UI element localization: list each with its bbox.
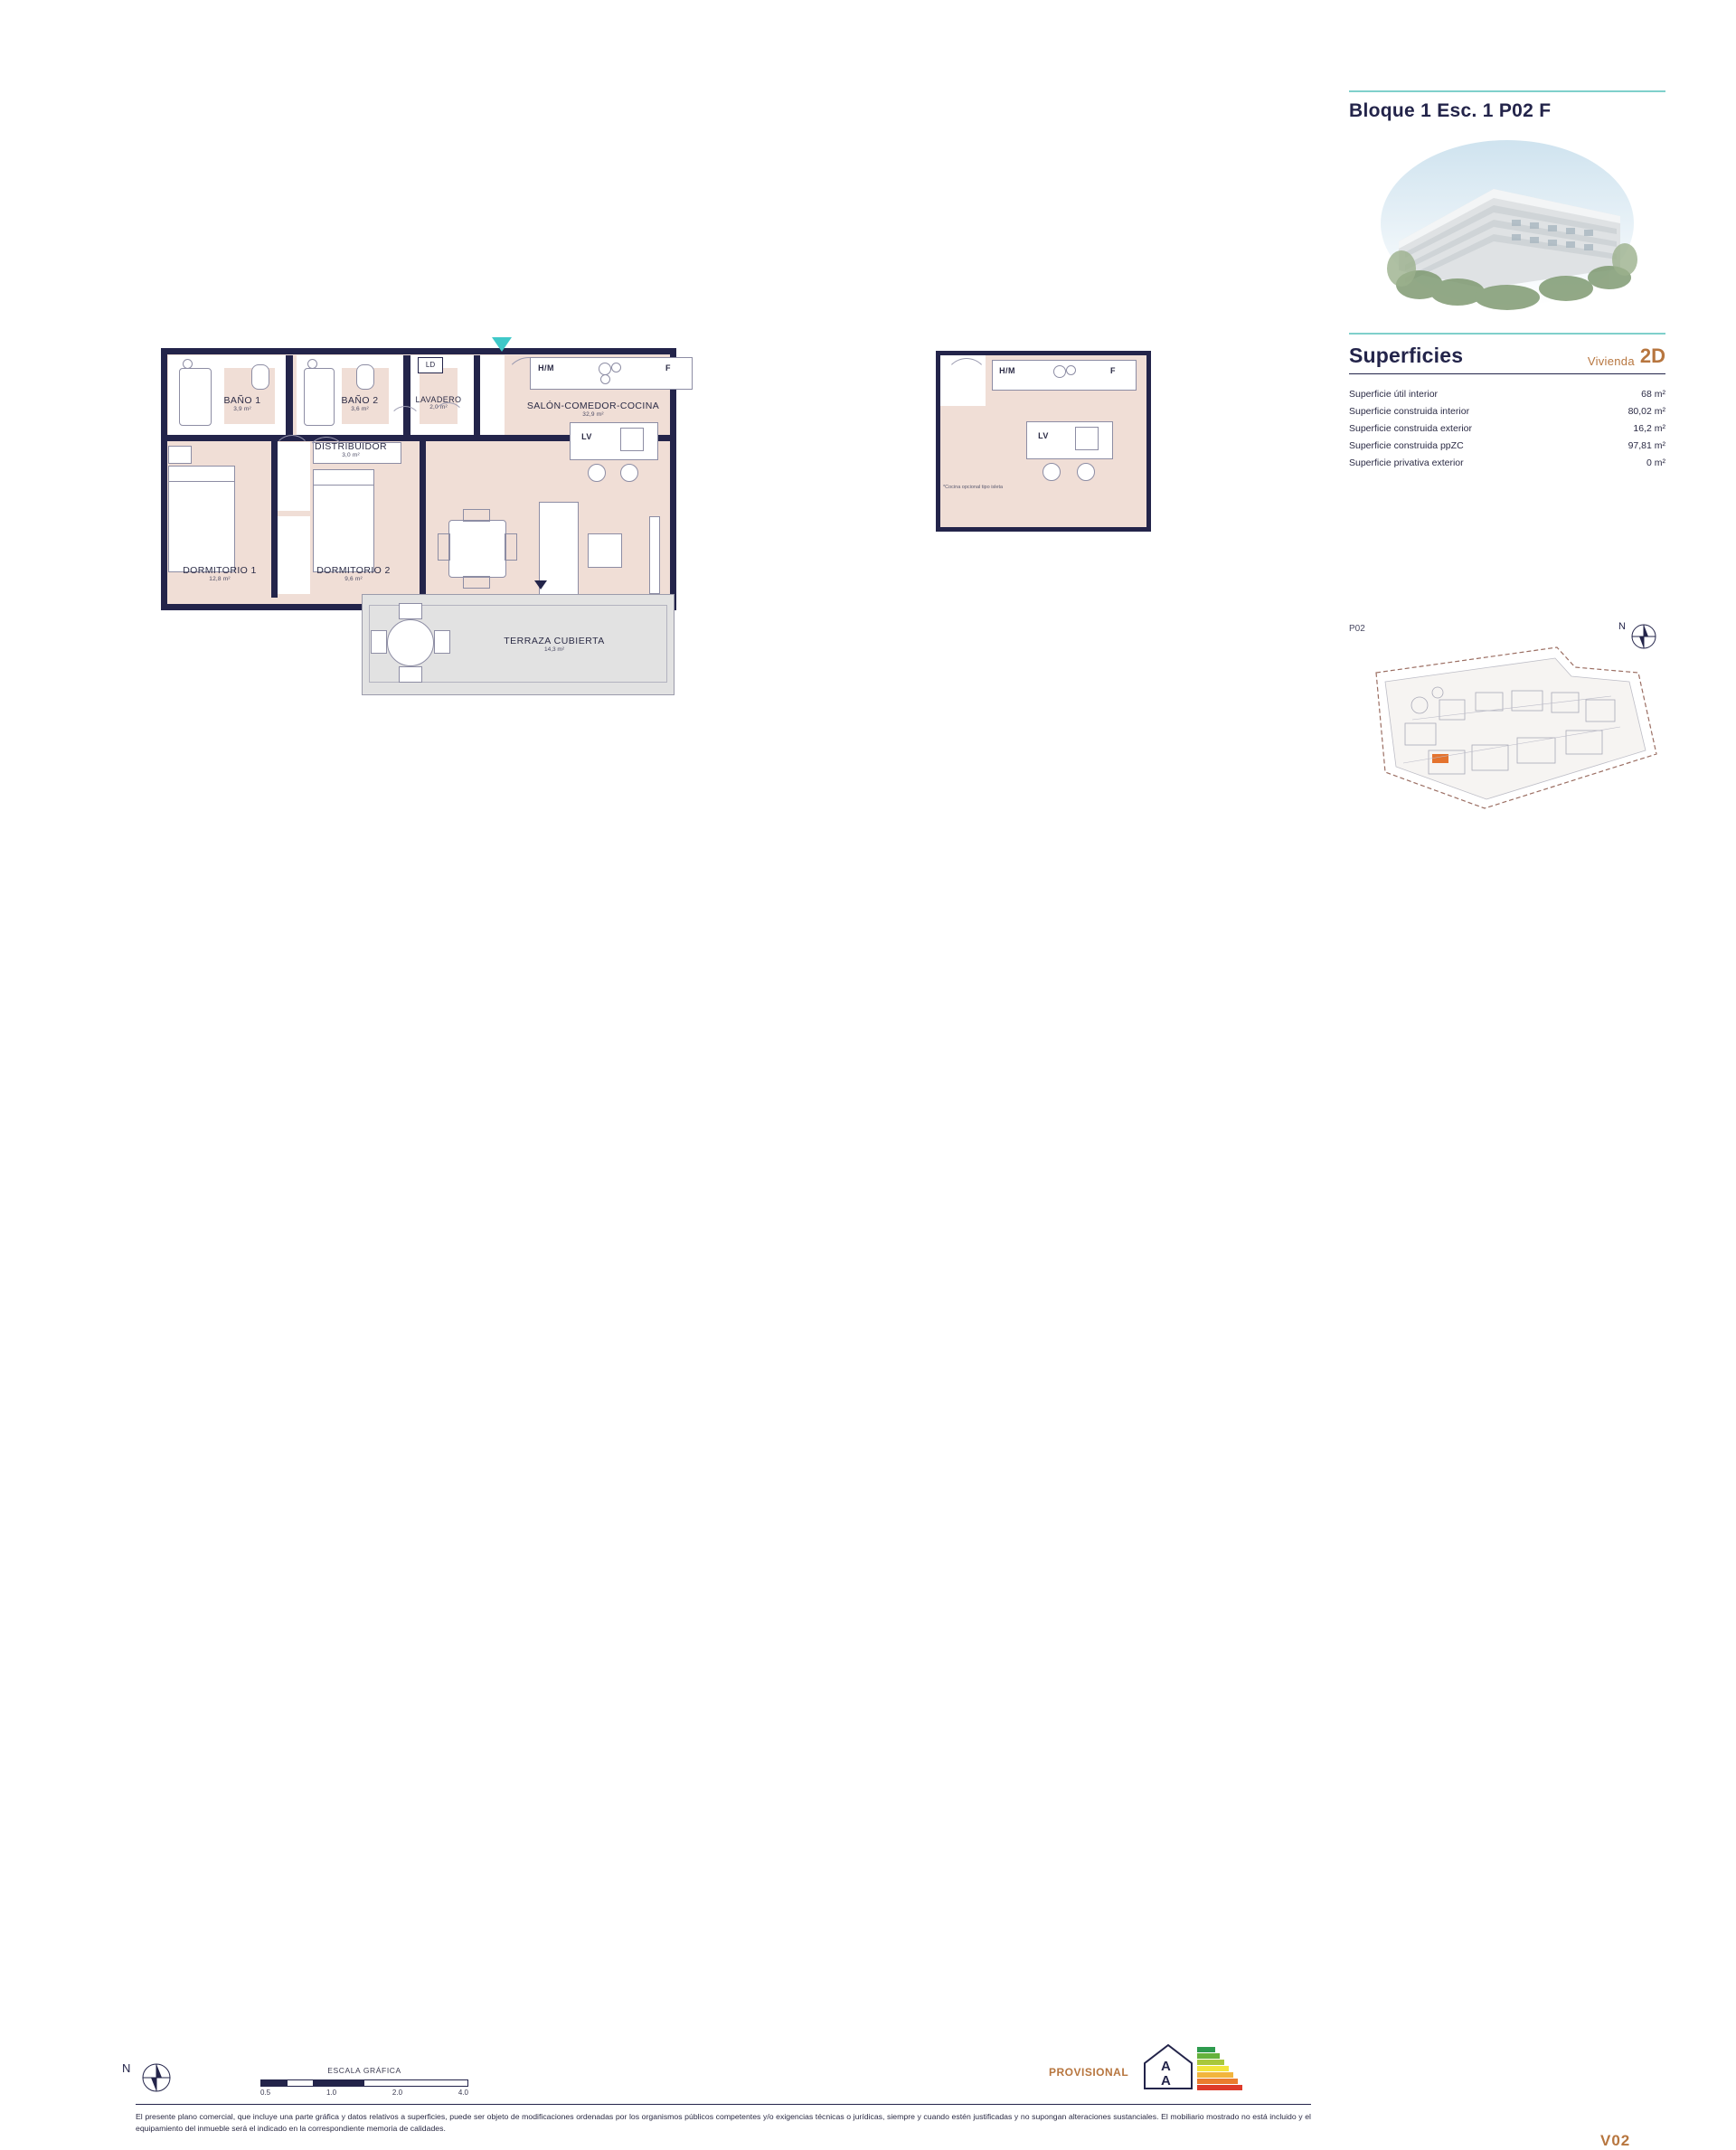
dwelling-label: Vivienda: [1587, 354, 1635, 368]
room-label-salon: SALÓN-COMEDOR-COCINA 32,9 m²: [526, 401, 660, 418]
room-label-bano1: BAÑO 1 3,9 m²: [223, 395, 261, 412]
dining-table: [448, 520, 506, 578]
building-render-image: [1349, 133, 1665, 327]
scale-tick: 4.0: [458, 2089, 468, 2097]
kitchen-option-hm: H/M: [999, 366, 1015, 375]
sink-1: [183, 359, 193, 369]
surface-label: Superficie construida exterior: [1349, 422, 1472, 434]
hob-burner-2: [611, 363, 621, 372]
surface-label: Superficie construida interior: [1349, 405, 1470, 417]
site-map-image: [1349, 637, 1675, 817]
watermark: [1284, 570, 1290, 598]
kitchen-island: [570, 422, 658, 460]
kitchen-option-f: F: [1110, 366, 1116, 375]
room-label-terraza: TERRAZA CUBIERTA 14,3 m²: [504, 636, 605, 653]
surface-value: 80,02 m²: [1628, 405, 1665, 417]
kitchen-option-sink: [1075, 427, 1099, 450]
surface-label: Superficie útil interior: [1349, 388, 1439, 400]
sink-basin: [620, 428, 644, 451]
table-row: [1349, 437, 1665, 454]
site-map-floor-label: P02: [1349, 624, 1365, 634]
surfaces-divider: [1349, 373, 1665, 374]
top-accent-rule: [1349, 90, 1665, 92]
hob-burner-1: [599, 363, 611, 375]
room-label-distribuidor: DISTRIBUIDOR 3,0 m²: [314, 441, 388, 458]
page-title: Bloque 1 Esc. 1 P02 F: [1349, 100, 1552, 121]
terrace-chair-2: [434, 630, 450, 654]
scale-tick: 1.0: [326, 2089, 337, 2097]
footer-north-compass-icon: [113, 2052, 185, 2101]
surfaces-header: [1349, 344, 1665, 368]
legal-disclaimer: El presente plano comercial, que incluye una parte gráfica y datos relativos a superficies, puede ser objeto de modificaciones ordenadas por los organismos públicos competentes y/o exigencias técnicas o jurídicas, siempre y cuando estén justificadas y no supongan alteraciones sustanciales. El mobiliario mostrado no está incluido y el equipamiento del inmueble será el indicado en la correspondiente memoria de calidades.: [136, 2112, 1311, 2134]
kitchen-option-stool-1: [1043, 463, 1061, 481]
floor-plan: [161, 348, 848, 872]
terrace-chair-4: [399, 666, 422, 683]
table-row: [1349, 385, 1665, 402]
scale-tick: 2.0: [392, 2089, 403, 2097]
bed-2: [313, 484, 374, 572]
building-render: [1349, 133, 1665, 327]
scale-tick: 0.5: [260, 2089, 271, 2097]
stool-1: [588, 464, 606, 482]
provisional-stamp: PROVISIONAL: [1049, 2066, 1129, 2079]
surface-value: 68 m²: [1641, 388, 1665, 400]
tv-unit: [649, 516, 660, 594]
appliance-hm: H/M: [538, 363, 554, 372]
bed-1-head: [168, 466, 235, 482]
svg-text:A: A: [1161, 2059, 1171, 2074]
svg-text:N: N: [1618, 621, 1626, 632]
toilet-1: [251, 364, 269, 390]
site-map: [1349, 621, 1684, 818]
terrace-chair-3: [399, 603, 422, 619]
terrace-table: [387, 619, 434, 666]
table-row: [1349, 402, 1665, 420]
dining-chair-4: [463, 576, 490, 589]
kitchen-option-burner-2: [1066, 365, 1076, 375]
room-label-dormitorio2: DORMITORIO 2 9,6 m²: [316, 565, 391, 582]
room-label-lavadero: LAVADERO 2,0 m²: [415, 395, 462, 410]
terrace-arrow-icon: [533, 580, 548, 590]
surface-label: Superficie privativa exterior: [1349, 457, 1464, 468]
dining-chair-1: [438, 533, 450, 561]
kitchen-option-lv: LV: [1038, 431, 1049, 440]
entry-arrow-icon: [490, 335, 514, 354]
surface-label: Superficie construida ppZC: [1349, 439, 1464, 451]
appliance-lv: LV: [581, 432, 592, 441]
sink-2: [307, 359, 317, 369]
surfaces-title: Superficies: [1349, 344, 1464, 367]
sofa: [539, 502, 579, 608]
graphic-scale-bar: [260, 2079, 468, 2087]
surface-value: 16,2 m²: [1633, 422, 1665, 434]
appliance-ld: [418, 357, 443, 373]
kitchen-option-door-swing: [945, 358, 988, 401]
graphic-scale-title: ESCALA GRÁFICA: [327, 2066, 401, 2075]
table-row: [1349, 420, 1665, 437]
info-panel: [1349, 90, 1665, 471]
wall-bed2: [420, 435, 426, 598]
appliance-ld-label: LD: [425, 361, 436, 369]
dining-chair-3: [463, 509, 490, 522]
table-row: [1349, 454, 1665, 471]
nightstand-1: [168, 446, 192, 464]
energy-rating-icon: [1141, 2042, 1250, 2096]
plan-lower-wall: [161, 435, 676, 610]
closet-void-2: [278, 516, 310, 594]
legal-divider: [136, 2104, 1311, 2105]
svg-text:N: N: [122, 2061, 131, 2075]
hob-burner-3: [600, 374, 610, 384]
superficies-accent-rule: [1349, 333, 1665, 335]
svg-text:A: A: [1161, 2073, 1171, 2089]
kitchen-option-island: [1026, 421, 1113, 459]
surfaces-table: [1349, 385, 1665, 471]
room-label-bano2: BAÑO 2 3,6 m²: [341, 395, 379, 412]
sheet-code: V02: [1600, 2132, 1631, 2149]
dining-chair-2: [505, 533, 517, 561]
terrace-chair-1: [371, 630, 387, 654]
graphic-scale: [260, 2066, 468, 2097]
kitchen-option-plan: [936, 351, 1144, 536]
coffee-table: [588, 533, 622, 568]
room-label-dormitorio1: DORMITORIO 1 12,8 m²: [183, 565, 257, 582]
kitchen-option-note: *Cocina opcional tipo isleta: [943, 485, 1004, 490]
surface-value: 0 m²: [1646, 457, 1665, 468]
bed-1: [168, 480, 235, 572]
dwelling-type: 2D: [1639, 344, 1665, 367]
surface-value: 97,81 m²: [1628, 439, 1665, 451]
kitchen-option-stool-2: [1077, 463, 1095, 481]
stool-2: [620, 464, 638, 482]
appliance-f: F: [665, 363, 671, 372]
kitchen-counter: [530, 357, 693, 390]
toilet-2: [356, 364, 374, 390]
graphic-scale-ticks: [260, 2089, 468, 2097]
kitchen-option-burner-1: [1053, 365, 1066, 378]
